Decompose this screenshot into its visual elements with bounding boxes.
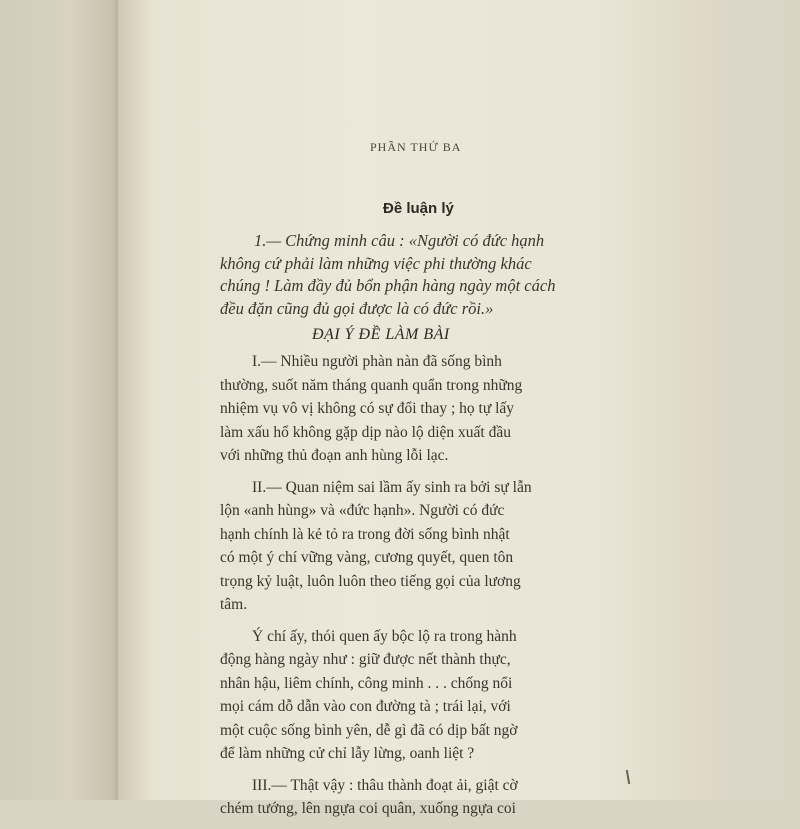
text-line: Ý chí ấy, thói quen ấy bộc lộ ra trong hành xyxy=(252,627,517,645)
text-line: một cuộc sống bình yên, dễ gì đã có dịp bất ngờ xyxy=(220,721,518,739)
text-line: lộn «anh hùng» và «đức hạnh». Người có đức xyxy=(220,502,505,519)
text-line: chém tướng, lên ngựa coi quân, xuống ngựa coi xyxy=(220,800,516,817)
text-line: thường, suốt năm tháng quanh quẩn trong những xyxy=(220,376,523,394)
text-line: với những thủ đoạn anh hùng lỗi lạc. xyxy=(220,447,449,464)
page-content xyxy=(220,0,590,817)
text-line: làm xấu hổ không gặp dịp nào lộ diện xuất đầu xyxy=(220,423,511,441)
page-edge xyxy=(718,0,800,800)
question-line: không cứ phải làm những việc phi thường khác xyxy=(220,253,532,273)
section-title: Đề luận lý xyxy=(383,200,454,217)
exercise-question xyxy=(220,230,590,320)
paragraph-4 xyxy=(220,774,590,821)
text-line: III.— Thật vậy : thâu thành đoạt ải, giật cờ xyxy=(252,776,518,794)
body-text xyxy=(220,350,590,829)
text-line: nhân hậu, liêm chính, công minh . . . chống nổi xyxy=(220,674,513,692)
text-line: hạnh chính là kẻ tỏ ra trong đời sống bình nhật xyxy=(220,525,510,543)
text-line: I.— Nhiều người phàn nàn đã sống bình xyxy=(252,353,502,370)
paragraph-2 xyxy=(220,476,590,617)
text-line: động hàng ngày như : giữ được nết thành thực, xyxy=(220,651,511,668)
outline-heading: ĐẠI Ý ĐỀ LÀM BÀI xyxy=(312,326,450,343)
text-line: nhiệm vụ vô vị không có sự đổi thay ; họ tự lấy xyxy=(220,400,515,417)
question-line: chúng ! Làm đầy đủ bổn phận hàng ngày một cách xyxy=(220,276,556,295)
running-head: PHẦN THỨ BA xyxy=(370,140,462,154)
question-line: 1.— Chứng minh câu : «Người có đức hạnh xyxy=(254,231,545,250)
paragraph-1 xyxy=(220,350,590,468)
book-gutter xyxy=(0,0,118,800)
paragraph-3 xyxy=(220,625,590,766)
text-line: trọng kỷ luật, luôn luôn theo tiếng gọi của lương xyxy=(220,572,521,590)
question-line: đều đặn cũng đủ gọi được là có đức rồi.» xyxy=(220,298,494,318)
text-line: mọi cám dỗ dẫn vào con đường tà ; trái lại, với xyxy=(220,698,511,715)
text-line: có một ý chí vững vàng, cương quyết, quen tôn xyxy=(220,549,514,566)
text-line: tâm. xyxy=(220,596,248,613)
text-line: để làm những cử chỉ lẫy lừng, oanh liệt ? xyxy=(220,745,475,762)
text-line: II.— Quan niệm sai lầm ấy sinh ra bởi sự lẫn xyxy=(252,478,532,496)
